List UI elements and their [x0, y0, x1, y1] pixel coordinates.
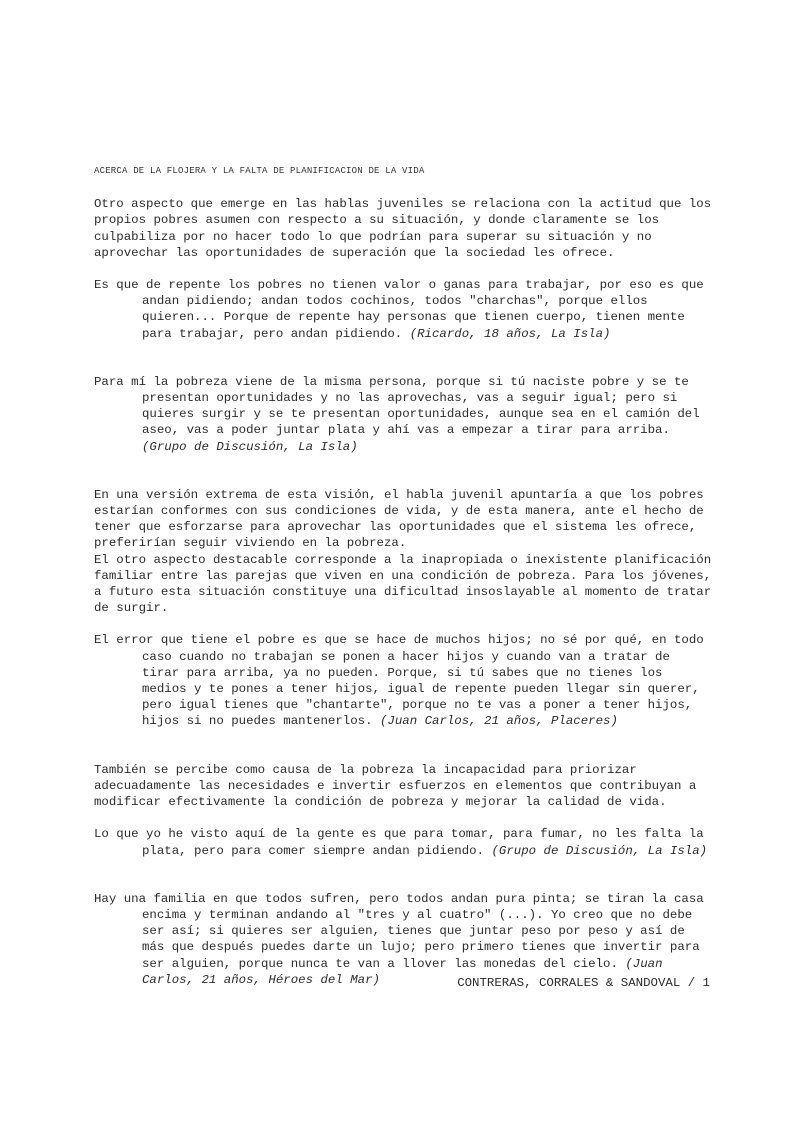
quote-citation: (Juan Carlos, 21 años, Héroes del Mar) [142, 956, 663, 987]
quote-juan-carlos-heroes [94, 891, 712, 988]
quote-grupo-discusion [94, 374, 712, 455]
quote-citation: (Ricardo, 18 años, La Isla) [409, 326, 611, 341]
quote-text: Hay una familia en que todos sufren, pero todos andan pura pinta; se tiran la casa encima y terminan andando al "tres y al cuatro" (...). Yo creo que no debe ser así; si quieres ser alguien, tienes que juntar peso por peso y así de más que después puedes darte un lujo; pero primero tienes que invertir para ser alguien, porque nunca te van a llover las monedas del cielo. [94, 891, 704, 971]
quote-text: Lo que yo he visto aquí de la gente es que para tomar, para fumar, no les falta la plata, pero para comer siempre andan pidiendo. [94, 827, 704, 858]
quote-text: Es que de repente los pobres no tienen valor o ganas para trabajar, por eso es que andan pidiendo; andan todos cochinos, todos "charchas", porque ellos quieren... Porque de repente hay personas que tienen cuerpo, tienen mente para trabajar, pero andan pidiendo. [94, 278, 704, 341]
quote-citation: (Grupo de Discusión, La Isla) [491, 843, 708, 858]
quote-citation: (Grupo de Discusión, La Isla) [142, 439, 358, 454]
quote-juan-carlos-placeres [94, 632, 712, 729]
quote-text: Para mí la pobreza viene de la misma persona, porque si tú naciste pobre y se te presentan oportunidades y no las aprovechas, vas a seguir igual; pero si quieres surgir y se te presentan oportunidades, aunque sea en el camión del aseo, vas a poder juntar plata y ahí vas a empezar a tirar para arriba. [94, 374, 700, 438]
page-footer: CONTRERAS, CORRALES & SANDOVAL / 1 [457, 976, 710, 990]
quote-ricardo [94, 277, 712, 342]
paragraph-planning: El otro aspecto destacable corresponde a la inapropiada o inexistente planificación familiar entre las parejas que viven en una condición de pobreza. Para los jóvenes, a futuro esta situación constituye una dificultad insoslayable al momento de tratar de surgir. [94, 552, 712, 616]
paragraph-priorities: También se percibe como causa de la pobreza la incapacidad para priorizar adecuadamente las necesidades e invertir esfuerzos en elementos que contribuyan a modificar efectivamente la condición de pobreza y mejorar la calidad de vida. [94, 762, 697, 810]
quote-text: El error que tiene el pobre es que se hace de muchos hijos; no sé por qué, en todo caso cuando no trabajan se ponen a hacer hijos y cuando van a tratar de tirar para arriba, ya no pueden. Porque, si tú sabes que no tienes los medios y te pones a tener hijos, igual de repente pueden llegar sin querer, pero igual tienes que "chantarte", porque no te vas a poner a tener hijos, hijos si no puedes mantenerlos. [94, 633, 704, 729]
paragraph-extreme-version: En una versión extrema de esta visión, el habla juvenil apuntaría a que los pobres estarían conformes con sus condiciones de vida, y de esta manera, ante el hecho de tener que esforzarse para aprovechar las oportunidades que el sistema les ofrece, preferirían seguir viviendo en la pobreza. [94, 487, 704, 551]
quote-citation: (Juan Carlos, 21 años, Placeres) [379, 714, 618, 729]
paragraph-intro: Otro aspecto que emerge en las hablas juveniles se relaciona con la actitud que los propios pobres asumen con respecto a su situación, y donde claramente se los culpabiliza por no hacer todo lo que podrían para superar su situación y no aprovechar las oportunidades de superación que la sociedad les ofrece. [94, 197, 712, 260]
document-body [94, 163, 712, 1004]
quote-grupo-discusion-2 [94, 826, 712, 858]
section-heading: ACERCA DE LA FLOJERA Y LA FALTA DE PLANIFICACION DE LA VIDA [94, 166, 425, 176]
